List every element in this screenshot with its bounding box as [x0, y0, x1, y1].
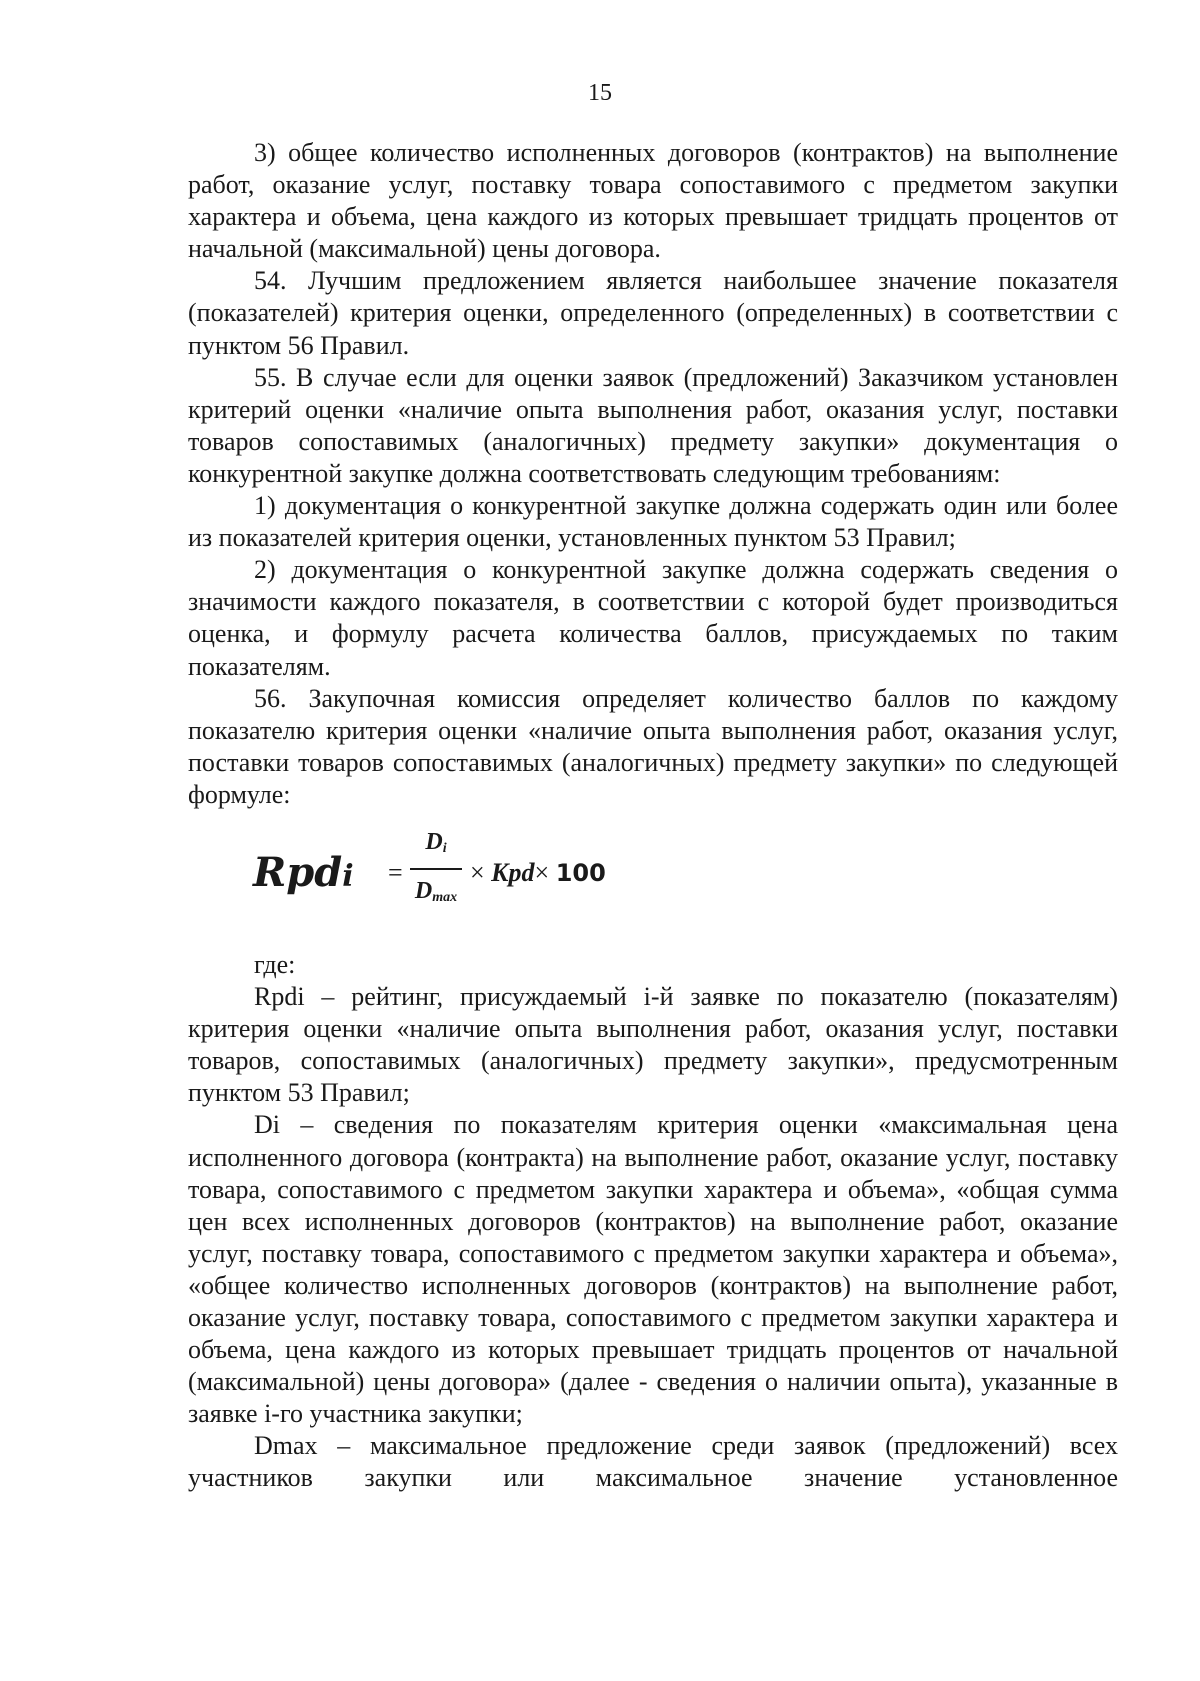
paragraph-55-item-2: 2) документация о конкурентной закупке должна содержать сведения о значимости каждого показателя, в соответствии с которой будет производиться оценка, и формулу расчета количества баллов, присуждаемых по таким показателям.: [188, 555, 1118, 681]
formula-lhs: Rpdi: [253, 848, 354, 896]
rating-formula: [188, 819, 1118, 937]
fraction-bar: [410, 868, 462, 870]
where-label: где:: [254, 949, 296, 979]
paragraph-54: 54. Лучшим предложением является наибольшее значение показателя (показателей) критерия оценки, определенного (определенных) в соответствии с пунктом 56 Правил.: [188, 266, 1118, 360]
formula-fraction: [410, 827, 462, 913]
paragraph-item-3: 3) общее количество исполненных договоров (контрактов) на выполнение работ, оказание услуг, поставку товара сопоставимого с предметом закупки характера и объема, цена каждого из которых превышает тридцать процентов от начальной (максимальной) цены договора.: [188, 138, 1118, 264]
document-body: [188, 137, 1118, 1495]
paragraph-55: 55. В случае если для оценки заявок (предложений) Заказчиком установлен критерий оценки «наличие опыта выполнения работ, оказания услуг, поставки товаров сопоставимых (аналогичных) предмету закупки» документация о конкурентной закупке должна соответствовать следующим требованиям:: [188, 362, 1118, 488]
formula-equals: =: [388, 857, 403, 887]
formula-rhs: × Kpd× 100: [470, 857, 606, 887]
paragraph-56: 56. Закупочная комиссия определяет количество баллов по каждому показателю критерия оценки «наличие опыта выполнения работ, оказания услуг, поставки товаров сопоставимых (аналогичных) предмету закупки» по следующей формуле:: [188, 683, 1118, 809]
formula-denominator: $D_{max}$: [414, 877, 458, 905]
formula-constant: 100: [555, 858, 606, 887]
page-number: 15: [588, 80, 612, 106]
definition-dmax: Dmax – максимальное предложение среди заявок (предложений) всех участников закупки или максимальное значение установленное: [188, 1431, 1118, 1493]
paragraph-55-item-1: 1) документация о конкурентной закупке должна содержать один или более из показателей критерия оценки, установленных пунктом 53 Правил;: [188, 491, 1118, 553]
definition-di: Di – сведения по показателям критерия оценки «максимальная цена исполненного договора (контракта) на выполнение работ, оказание услуг, поставку товара, сопоставимого с предметом закупки характера и объема», «общая сумма цен всех исполненных договоров (контрактов) на выполнение работ, оказание услуг, поставку товара, сопоставимого с предметом закупки характера и объема», «общее количество исполненных договоров (контрактов) на выполнение работ, оказание услуг, поставку товара, сопоставимого с предметом закупки характера и объема, цена каждого из которых превышает тридцать процентов от начальной (максимальной) цены договора» (далее - сведения о наличии опыта), указанные в заявке i-го участника закупки;: [188, 1110, 1118, 1429]
formula-coefficient: Kpd: [491, 857, 535, 887]
formula-numerator: $D_i$: [425, 828, 447, 856]
definition-rpdi: Rpdi – рейтинг, присуждаемый i-й заявке по показателю (показателям) критерия оценки «наличие опыта выполнения работ, оказания услуг, поставки товаров, сопоставимых (аналогичных) предмету закупки», предусмотренным пунктом 53 Правил;: [188, 982, 1118, 1108]
